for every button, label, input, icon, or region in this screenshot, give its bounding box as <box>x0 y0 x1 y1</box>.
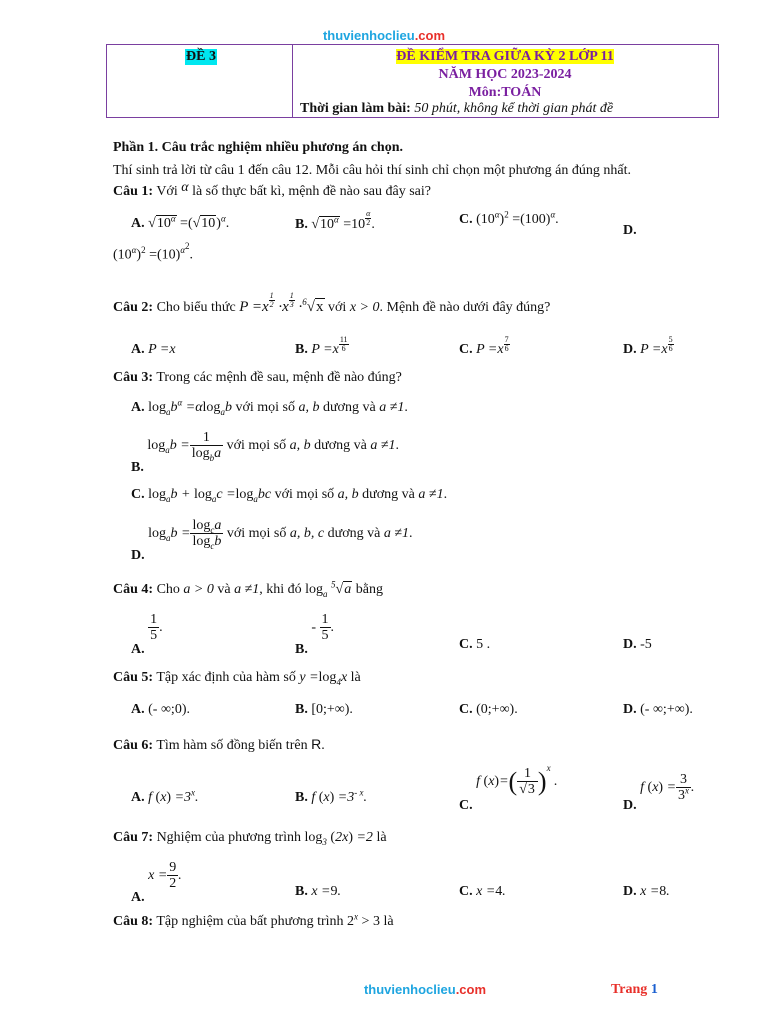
option-math: P =x $^{\frac{5}{6}}$ <box>640 335 673 357</box>
option-math: x =9. <box>311 884 342 899</box>
option-d[interactable]: D. $\log_ab$ = $\frac{\log_ca}{\log_cb}$ với mọi số a, b, c dương và a ≠1. <box>131 518 413 564</box>
question-label: Câu 2: <box>113 300 154 315</box>
option-a[interactable]: A. $\log_ab^\alpha =\alpha\log_ab$ với mọi số a, b dương và a ≠1. <box>131 397 408 417</box>
question-math: a ≠1 <box>234 582 260 597</box>
option-math: $\log_ab$ = $\frac{\log_ca}{\log_cb}$ <box>148 518 222 552</box>
option-label: C. <box>459 637 473 652</box>
option-a[interactable] <box>131 702 190 718</box>
question-text: . Mệnh đề nào dưới đây đúng? <box>379 300 551 315</box>
option-label: C. <box>131 487 145 502</box>
question-text: Cho biểu thức <box>156 300 236 315</box>
option-a[interactable] <box>131 342 176 358</box>
question-math: $\log_a ^5√a$ <box>305 579 352 599</box>
option-text: dương và <box>362 487 415 502</box>
option-math: P =x <box>148 342 176 357</box>
question-2 <box>113 291 551 316</box>
option-math: $(10^\alpha)^2 =(100)^\alpha$. <box>476 209 559 227</box>
option-math: $√10^\alpha =(√10)^\alpha$. <box>148 213 230 231</box>
site-header-brand[interactable] <box>0 28 768 43</box>
question-text: Tìm hàm số đồng biến trên <box>156 738 308 753</box>
exam-header-table <box>106 44 719 118</box>
option-text: dương và <box>322 400 376 415</box>
option-math: - $\frac{1}{5}$ . <box>311 612 335 644</box>
question-math: a > 0 <box>183 582 214 597</box>
exam-time <box>300 101 613 117</box>
option-label: D. <box>623 223 637 238</box>
option-label: A. <box>131 216 145 231</box>
option-label: C. <box>459 884 473 899</box>
question-math: P =x $^{\frac{1}{2}}$ ·x $^{\frac{1}{3}}$ ·$^6$√x <box>239 291 324 315</box>
option-b[interactable] <box>295 335 349 359</box>
option-math: P =x $^{\frac{11}{6}}$ <box>311 335 348 357</box>
option-label: D. <box>623 637 637 652</box>
option-math: a, b <box>337 487 359 502</box>
option-label: A. <box>131 342 145 357</box>
option-math: a, b <box>298 400 320 415</box>
option-c[interactable] <box>459 884 506 900</box>
school-year: NĂM HỌC 2023-2024 <box>438 67 572 82</box>
question-label: Câu 8: <box>113 914 154 929</box>
option-label: B. <box>295 884 308 899</box>
brand-suffix: .com <box>455 982 487 997</box>
real-set-symbol: R <box>311 736 322 752</box>
option-label: B. <box>295 702 308 717</box>
question-text: là <box>383 914 394 929</box>
option-c[interactable] <box>459 335 510 359</box>
option-math: $\log_ab + \log_ac =\log_abc$ <box>148 487 272 504</box>
option-math: $√10^\alpha =10$ $^{\frac{\alpha}{2}}$ . <box>311 209 375 232</box>
question-text: Trong các mệnh đề sau, mệnh đề nào đúng? <box>156 370 402 385</box>
option-math: a ≠1 <box>379 400 405 415</box>
question-label: Câu 7: <box>113 830 154 845</box>
time-value: 50 phút, không kể thời gian phát đề <box>414 101 614 116</box>
page-number-value: 1 <box>650 982 658 997</box>
option-a[interactable] <box>131 787 199 806</box>
option-math: (- ∞;0). <box>148 702 190 717</box>
question-text: với <box>328 300 347 315</box>
option-text: với mọi số <box>274 487 335 502</box>
question-7 <box>113 830 387 846</box>
option-b[interactable] <box>295 787 367 806</box>
option-label: B. <box>131 460 144 476</box>
option-label: B. <box>295 217 308 232</box>
option-c[interactable] <box>459 763 558 814</box>
subject: Môn:TOÁN <box>468 85 542 100</box>
option-d[interactable] <box>623 223 637 239</box>
option-label: D. <box>623 798 637 814</box>
question-label: Câu 6: <box>113 738 154 753</box>
question-text: Tập xác định của hàm số <box>156 670 296 685</box>
option-math: a ≠1 <box>418 487 444 502</box>
option-text: 5 . <box>476 637 491 652</box>
option-math: a, b <box>289 438 311 454</box>
question-math: $2^x > 3$ <box>347 911 380 929</box>
question-math: $\log_3 (2x) =2$ <box>304 830 373 847</box>
option-label: C. <box>459 798 473 814</box>
option-text: -5 <box>640 637 652 652</box>
question-text: và <box>217 582 231 597</box>
option-math: x =4. <box>476 884 506 899</box>
math-alpha: α <box>181 180 189 195</box>
option-b[interactable] <box>295 884 341 900</box>
option-math: x =8. <box>640 884 670 899</box>
question-text: Nghiệm của phương trình <box>156 830 302 845</box>
option-math: f $(x) =3^x$. <box>148 787 199 805</box>
option-math: [0;+∞). <box>311 702 353 717</box>
option-text: dương và <box>327 526 381 542</box>
option-label: C. <box>459 212 473 227</box>
option-c[interactable] <box>459 702 518 718</box>
option-math: a ≠1 <box>370 438 396 454</box>
option-math: P =x $^{\frac{7}{6}}$ <box>476 335 509 357</box>
option-label: D. <box>623 884 637 899</box>
option-label: A. <box>131 890 145 906</box>
option-math: $\log_ab^\alpha =\alpha\log_ab$ <box>148 397 232 417</box>
option-math: $\frac{1}{5}$ <box>150 612 158 644</box>
option-d[interactable] <box>623 637 652 653</box>
exam-title-block <box>292 48 718 102</box>
option-math: f (x) = $\frac{3}{3^x}$ . <box>640 772 695 804</box>
option-math: x = $\frac{9}{2}$ . <box>148 860 182 892</box>
option-text: với mọi số <box>235 400 295 415</box>
option-text: dương và <box>314 438 367 454</box>
option-a[interactable]: A. $\frac{1}{5}$ . <box>131 612 163 658</box>
brand-name: thuvienhoclieu <box>322 28 415 43</box>
option-d[interactable] <box>623 335 674 359</box>
option-a[interactable] <box>131 213 230 232</box>
option-label: D. <box>131 548 145 564</box>
question-1 <box>113 180 431 200</box>
page-number <box>611 982 658 998</box>
option-math: a, b, c <box>289 526 325 542</box>
question-label: Câu 5: <box>113 670 154 685</box>
option-math: (0;+∞). <box>476 702 518 717</box>
option-d-math: $(10^\alpha)^2 =(10)^{\alpha^2}$. <box>113 241 194 263</box>
question-5 <box>113 670 361 686</box>
option-text: với mọi số <box>226 526 287 542</box>
option-d[interactable] <box>623 702 693 718</box>
option-math: $\log_ab$ = $\frac{1}{\log_ba}$ <box>147 430 222 464</box>
question-text: bằng <box>355 582 383 597</box>
option-c[interactable] <box>459 637 490 653</box>
option-d[interactable] <box>623 884 670 900</box>
question-text: Cho <box>156 582 180 597</box>
part-instructions: Thí sinh trả lời từ câu 1 đến câu 12. Mỗi câu hỏi thí sinh chỉ chọn một phương án đúng nhất. <box>113 163 631 178</box>
question-text: Với <box>156 184 178 199</box>
option-a[interactable] <box>131 860 182 906</box>
option-label: A. <box>131 790 145 805</box>
brand-suffix: .com <box>414 28 446 43</box>
option-label: A. <box>131 702 145 717</box>
question-math: x > 0 <box>349 300 380 315</box>
question-text: là số thực bất kì, mệnh đề nào sau đây sai? <box>192 184 431 199</box>
question-text: là <box>350 670 361 685</box>
question-3 <box>113 370 402 386</box>
option-c[interactable]: C. $\log_ab + \log_ac =\log_abc$ với mọi số a, b dương và a ≠1. <box>131 487 448 504</box>
question-label: Câu 1: <box>113 184 154 199</box>
option-label: C. <box>459 702 473 717</box>
option-label: A. <box>131 400 145 415</box>
option-label: B. <box>295 790 308 805</box>
option-math: a ≠1 <box>383 526 410 542</box>
question-text: là <box>376 830 387 845</box>
option-math: f $(x) =3^{- x}$. <box>311 787 367 805</box>
option-label: A. <box>131 642 145 658</box>
option-label: D. <box>623 702 637 717</box>
question-label: Câu 4: <box>113 582 154 597</box>
option-label: B. <box>295 342 308 357</box>
option-b[interactable] <box>295 702 353 718</box>
question-6: Câu 6: Tìm hàm số đồng biến trên R. <box>113 736 325 753</box>
question-8 <box>113 911 394 930</box>
option-b[interactable]: B. $\log_ab$ = $\frac{1}{\log_ba}$ với mọi số a, b dương và a ≠1. <box>131 430 400 476</box>
brand-name: thuvienhoclieu <box>363 982 456 997</box>
exam-code: ĐỀ 3 <box>186 49 216 64</box>
option-b[interactable] <box>295 612 334 658</box>
part-title: Phần 1. Câu trắc nghiệm nhiều phương án chọn. <box>113 140 403 155</box>
option-b[interactable] <box>295 209 375 233</box>
question-text: , khi đó <box>259 582 302 597</box>
option-label: D. <box>623 342 637 357</box>
time-label: Thời gian làm bài: <box>300 101 411 116</box>
option-math: f (x)=( $\frac{1}{√3}$ )$^x$ . <box>476 763 558 798</box>
question-4 <box>113 579 383 599</box>
option-c[interactable] <box>459 209 559 228</box>
option-math: (- ∞;+∞). <box>640 702 693 717</box>
question-label: Câu 3: <box>113 370 154 385</box>
page-label: Trang <box>611 982 648 997</box>
option-text: với mọi số <box>226 438 287 454</box>
question-text: Tập nghiệm của bất phương trình <box>156 914 344 929</box>
option-label: B. <box>295 642 308 658</box>
question-math: $y =\log_4x$ <box>299 670 348 687</box>
exam-title: ĐỀ KIỂM TRA GIỮA KỲ 2 LỚP 11 <box>396 49 614 64</box>
option-d[interactable] <box>623 772 695 814</box>
option-label: C. <box>459 342 473 357</box>
